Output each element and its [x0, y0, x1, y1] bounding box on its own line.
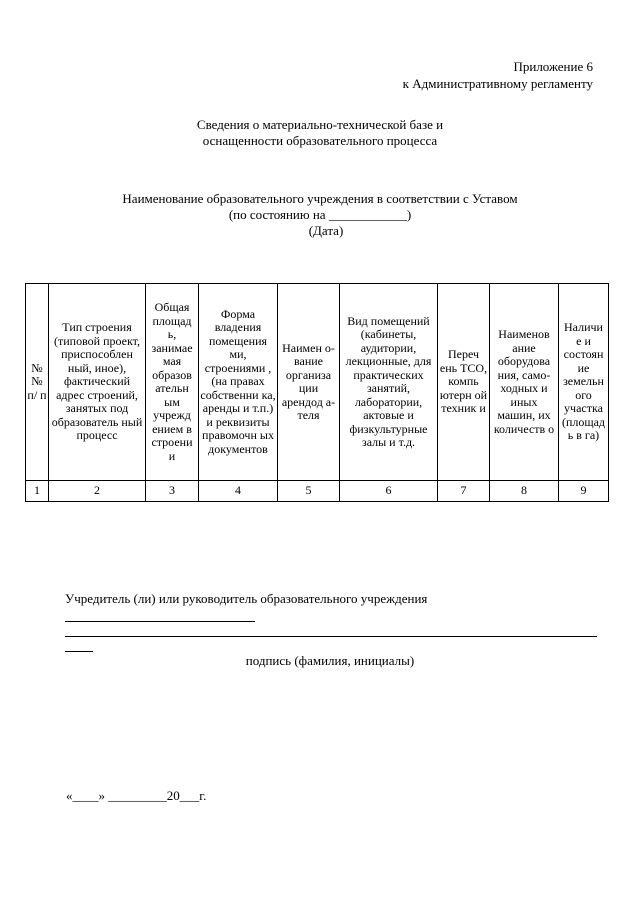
- table-number-row: [26, 481, 609, 502]
- founder-label: Учредитель (ли) или руководитель образовательного учреждения: [65, 591, 428, 606]
- appendix-line-1: Приложение 6: [513, 59, 593, 74]
- header-cell-room-type: Вид помещений (кабинеты, аудитории, лекционные, для практических занятий, лаборатории, актовые и физкультурные залы и т.д.: [340, 284, 438, 481]
- header-cell-landlord: Наимен о-вание организа ции арендод а-теля: [278, 284, 340, 481]
- column-number-cell: 9: [559, 481, 609, 502]
- header-cell-number: № № п/ п: [26, 284, 49, 481]
- column-number-cell: 6: [340, 481, 438, 502]
- header-cell-tso: Переч ень ТСО, компь ютерн ой техник и: [438, 284, 490, 481]
- column-number-cell: 2: [49, 481, 146, 502]
- material-base-table: [25, 283, 609, 502]
- signature-caption: подпись (фамилия, инициалы): [245, 653, 415, 668]
- founder-signature-line-long: [65, 624, 597, 637]
- column-number-cell: 4: [199, 481, 278, 502]
- header-cell-area: Общая площад ь, занимае мая образов ательн ым учрежд ением в строени и: [146, 284, 199, 481]
- table-header-row: [26, 284, 609, 481]
- header-cell-ownership: Форма владения помещения ми, строениями , (на правах собственни ка, аренды и т.п.) и реквизиты правомочн ых документов: [199, 284, 278, 481]
- appendix-line-2: к Административному регламенту: [402, 76, 593, 91]
- founder-signature-line-tail: [65, 639, 93, 652]
- header-cell-building-type: Тип строения (типовой проект, приспособлен ный, иное), фактический адрес строений, занятых под образователь ный процесс: [49, 284, 146, 481]
- as-of-date-label: (по состоянию на ____________): [228, 207, 412, 222]
- institution-name-label: Наименование образовательного учреждения в соответствии с Уставом: [122, 191, 518, 206]
- column-number-cell: 7: [438, 481, 490, 502]
- column-number-cell: 8: [490, 481, 559, 502]
- date-caption: (Дата): [308, 223, 344, 238]
- column-number-cell: 3: [146, 481, 199, 502]
- date-line: «____» _________20___г.: [66, 788, 207, 803]
- title-line-1: Сведения о материально-технической базе и: [196, 117, 444, 132]
- column-number-cell: 5: [278, 481, 340, 502]
- founder-signature-line-short: [65, 609, 255, 622]
- header-cell-equipment: Наименов ание оборудова ния, само- ходных и иных машин, их количеств о: [490, 284, 559, 481]
- appendix-caption: [403, 58, 593, 92]
- header-cell-land: Наличи е и состоян ие земельн ого участка (площад ь в га): [559, 284, 609, 481]
- institution-block: [0, 191, 640, 239]
- title-line-2: оснащенности образовательного процесса: [202, 133, 438, 148]
- column-number-cell: 1: [26, 481, 49, 502]
- document-title: [0, 117, 640, 149]
